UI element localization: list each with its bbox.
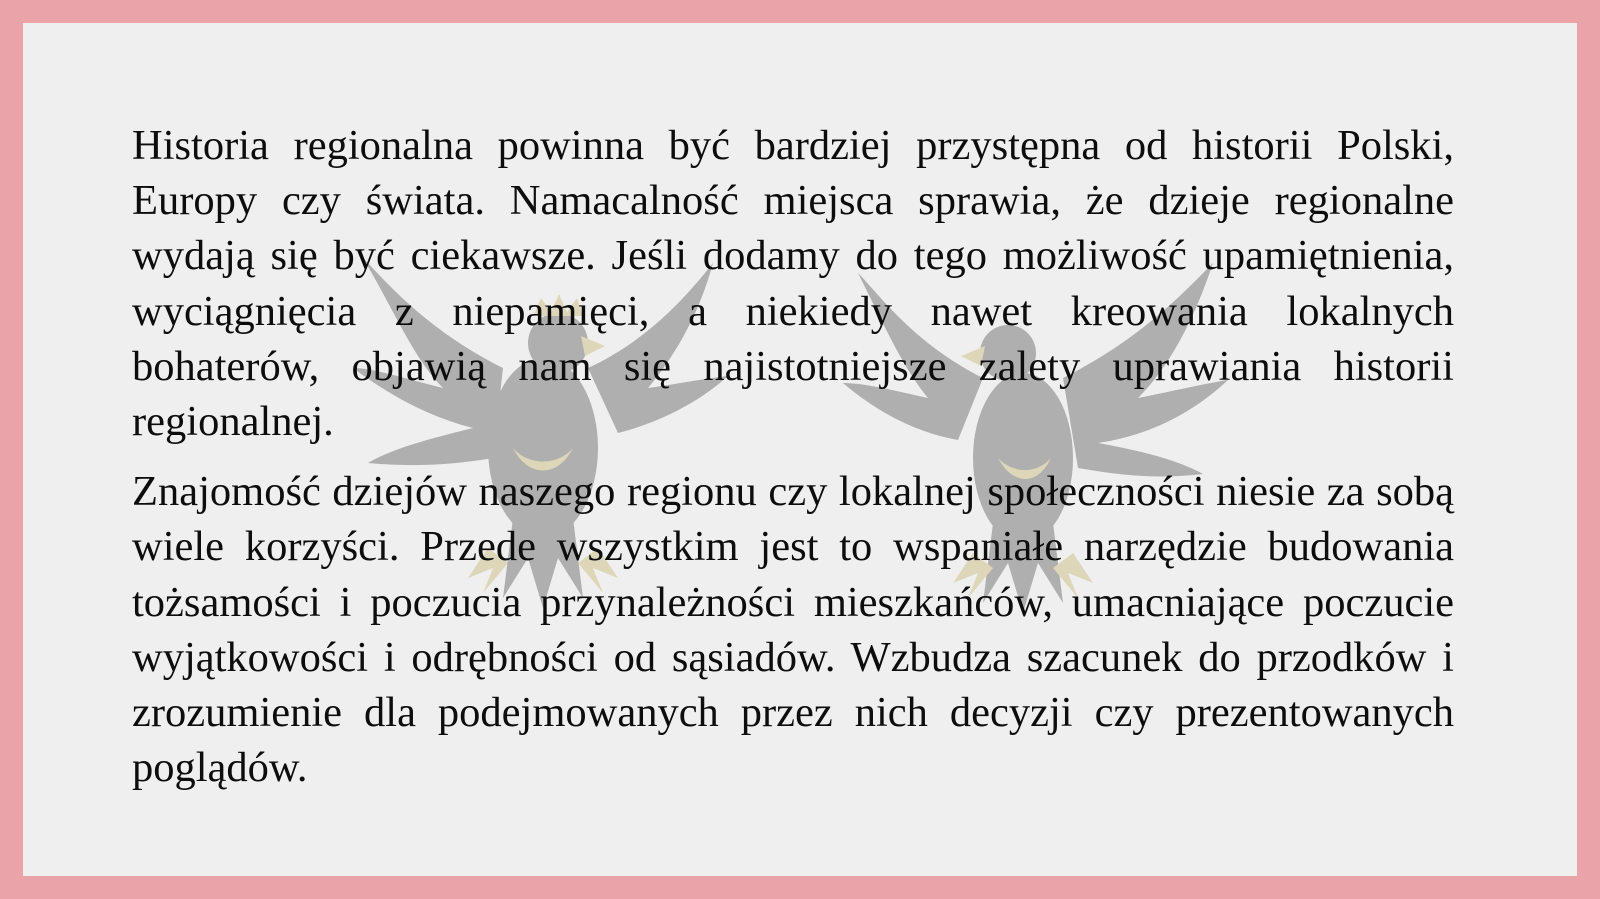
- paragraph-2: Znajomość dziejów naszego regionu czy lokalnej społeczności niesie za sobą wiele korzyści. Przede wszystkim jest to wspaniałe narzędzie budowania tożsamości i poczucia przynależności mieszkańców, umacniające poczucie wyjątkowości i odrębności od sąsiadów. Wzbudza szacunek do przodków i zrozumienie dla podejmowanych przez nich decyzji czy prezentowanych poglądów.: [132, 468, 1454, 792]
- paragraph-1: Historia regionalna powinna być bardziej przystępna od historii Polski, Europy czy świata. Namacalność miejsca sprawia, że dzieje regionalne wydają się być ciekawsze. Jeśli dodamy do tego możliwość upamiętnienia, wyciągnięcia z niepamięci, a niekiedy nawet kreowania lokalnych bohaterów, objawią nam się najistotniejsze zalety uprawiania historii regionalnej.: [132, 122, 1454, 446]
- text-block: [132, 118, 1454, 795]
- slide: [23, 23, 1577, 876]
